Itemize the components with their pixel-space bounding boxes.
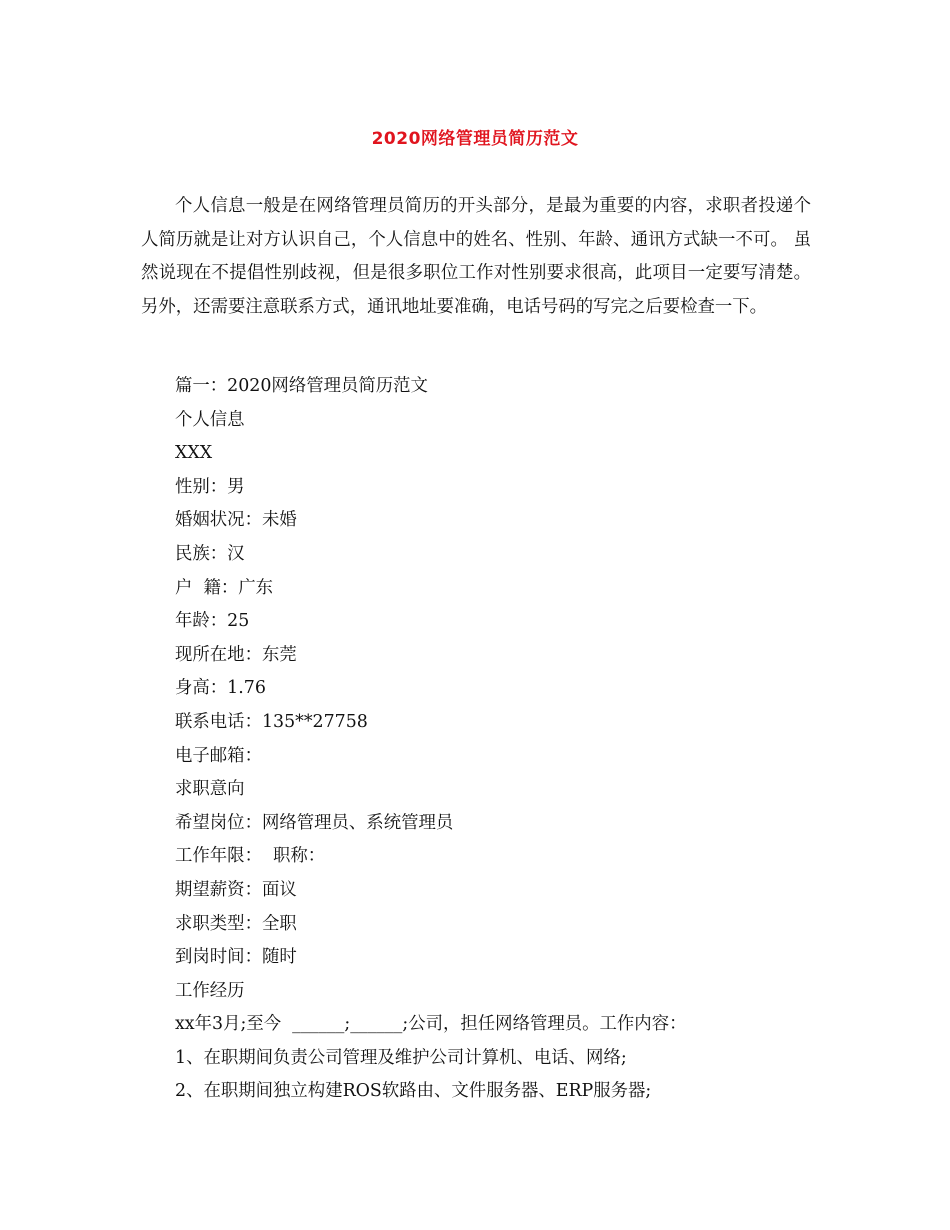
section-heading-job-intention: 求职意向	[175, 779, 245, 800]
marital-status-line: 婚姻状况：未婚	[175, 510, 297, 531]
age-line: 年龄：25	[175, 611, 250, 632]
expected-salary-line: 期望薪资：面议	[175, 879, 297, 900]
work-duty-item: 1、在职期间负责公司管理及维护公司计算机、电话、网络;	[175, 1047, 627, 1068]
height-line: 身高：1.76	[175, 678, 266, 699]
job-type-line: 求职类型：全职	[175, 913, 297, 934]
resume-lines	[175, 370, 815, 1109]
work-experience-entry: xx年3月;至今 ______;______;公司，担任网络管理员。工作内容：	[175, 1014, 687, 1035]
intro-paragraph: 个人信息一般是在网络管理员简历的开头部分，是最为重要的内容，求职者投递个人简历就是让对方认识自己，个人信息中的姓名、性别、年龄、通讯方式缺一不可。 虽然说现在不提倡性别歧视，但是很多职位工作对性别要求很高，此项目一定要写清楚。另外，还需要注意联系方式，通讯地址要准确，电话号码的写完之后要检查一下。	[141, 196, 811, 317]
gender-line: 性别：男	[175, 476, 245, 497]
email-line: 电子邮箱：	[175, 745, 262, 766]
ethnicity-line: 民族：汉	[175, 543, 245, 564]
availability-line: 到岗时间：随时	[175, 947, 297, 968]
document-title: 2020网络管理员简历范文	[371, 129, 579, 149]
phone-line: 联系电话：135**27758	[175, 711, 368, 732]
work-years-line: 工作年限： 职称：	[175, 846, 326, 867]
current-location-line: 现所在地：东莞	[175, 644, 297, 665]
section-heading-personal-info: 个人信息	[175, 409, 245, 430]
household-registration-line: 户 籍：广东	[175, 577, 274, 598]
desired-position-line: 希望岗位：网络管理员、系统管理员	[175, 812, 454, 833]
name-line: XXX	[175, 443, 213, 464]
section-heading-work-experience: 工作经历	[175, 980, 245, 1001]
work-duty-item: 2、在职期间独立构建ROS软路由、文件服务器、ERP服务器;	[175, 1081, 652, 1102]
section-heading-resume: 篇一：2020网络管理员简历范文	[175, 376, 428, 396]
